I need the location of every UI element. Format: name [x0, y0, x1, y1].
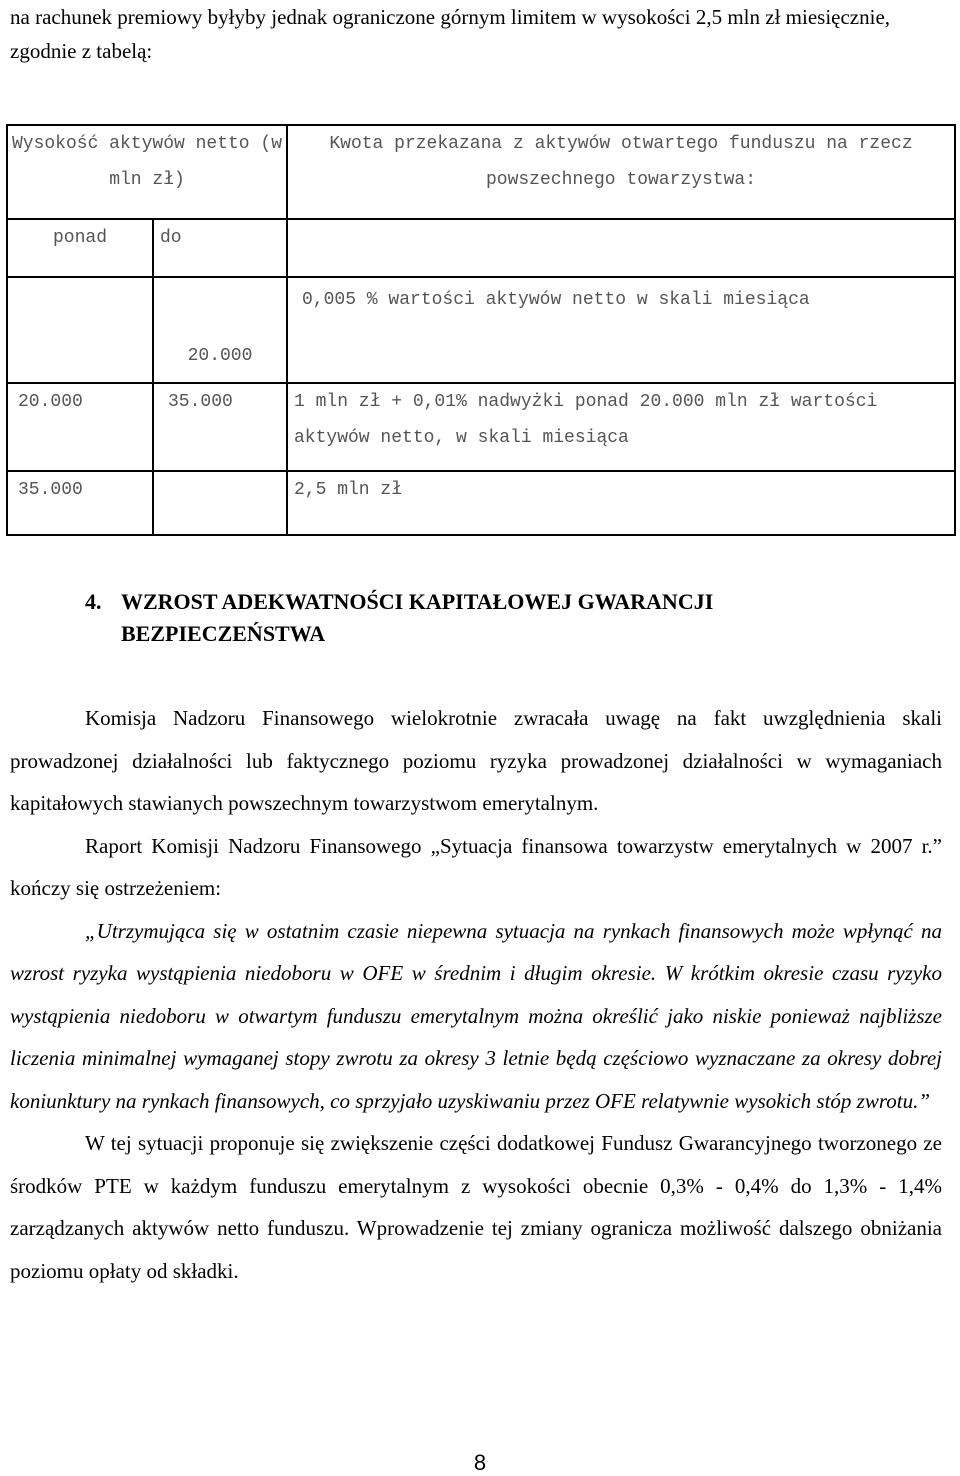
section-number: 4. [85, 589, 102, 614]
paragraph-2: Raport Komisji Nadzoru Finansowego „Sytuacja finansowa towarzystw emerytalnych w 2007 r.” kończy się ostrzeżeniem: [10, 833, 942, 900]
col-to: do [153, 219, 287, 277]
row3-amount: 2,5 mln zł [287, 471, 955, 535]
paragraph-1: Komisja Nadzoru Finansowego wielokrotnie zwracała uwagę na fakt uwzględnienia skali prowadzonej działalności lub faktycznego poziomu ryzyka prowadzonej działalności w wymaganiach kapitałowych stawianych powszechnym towarzystwom emerytalnym. [10, 706, 942, 815]
table-row [7, 383, 955, 471]
table-header-row [7, 125, 955, 219]
row2-amount: 1 mln zł + 0,01% nadwyżki ponad 20.000 mln zł wartości aktywów netto, w skali miesiąca [287, 383, 955, 471]
row1-from [7, 277, 153, 383]
header-assets: Wysokość aktywów netto (w mln zł) [7, 125, 287, 219]
paragraph-3: W tej sytuacji proponuje się zwiększenie części dodatkowej Fundusz Gwarancyjnego tworzonego ze środków PTE w każdym funduszu emerytalnym z wysokości obecnie 0,3% - 0,4% do 1,3% - 1,4% zarządzanych aktywów netto funduszu. Wprowadzenie tej zmiany ogranicza możliwość dalszego obniżania poziomu opłaty od składki. [10, 1131, 942, 1283]
section-heading [85, 586, 921, 650]
col-from: ponad [7, 219, 153, 277]
table-row [7, 277, 955, 383]
table-row [7, 471, 955, 535]
quote-paragraph: „Utrzymująca się w ostatnim czasie niepewna sytuacja na rynkach finansowych może wpłynąć na wzrost ryzyka wystąpienia niedoboru w OFE w średnim i długim okresie. W krótkim okresie czasu ryzyko wystąpienia niedoboru w otwartym funduszu emerytalnym można określić jako niskie ponieważ najbliższe liczenia minimalnej wymaganej stopy zwrotu za okresy 3 letnie będą częściowo wyznaczane za okresy dobrej koniunktury na rynkach finansowych, co sprzyjało uzyskiwaniu przez OFE relatywnie wysokich stóp zwrotu.” [10, 918, 942, 1113]
row2-from: 20.000 [7, 383, 153, 471]
row3-to [153, 471, 287, 535]
page-number: 8 [473, 1450, 487, 1475]
section-title: WZROST ADEKWATNOŚCI KAPITAŁOWEJ GWARANCJI BEZPIECZEŃSTWA [121, 589, 714, 646]
fee-table [6, 124, 956, 536]
header-amount: Kwota przekazana z aktywów otwartego funduszu na rzecz powszechnego towarzystwa: [287, 125, 955, 219]
row1-amount: 0,005 % wartości aktywów netto w skali miesiąca [287, 277, 955, 383]
table-subheader-row [7, 219, 955, 277]
row2-to: 35.000 [153, 383, 287, 471]
body-text [10, 697, 942, 1292]
col-empty [287, 219, 955, 277]
row1-to: 20.000 [153, 277, 287, 383]
row3-from: 35.000 [7, 471, 153, 535]
intro-paragraph: na rachunek premiowy byłyby jednak ograniczone górnym limitem w wysokości 2,5 mln zł miesięcznie, zgodnie z tabelą: [10, 5, 891, 63]
